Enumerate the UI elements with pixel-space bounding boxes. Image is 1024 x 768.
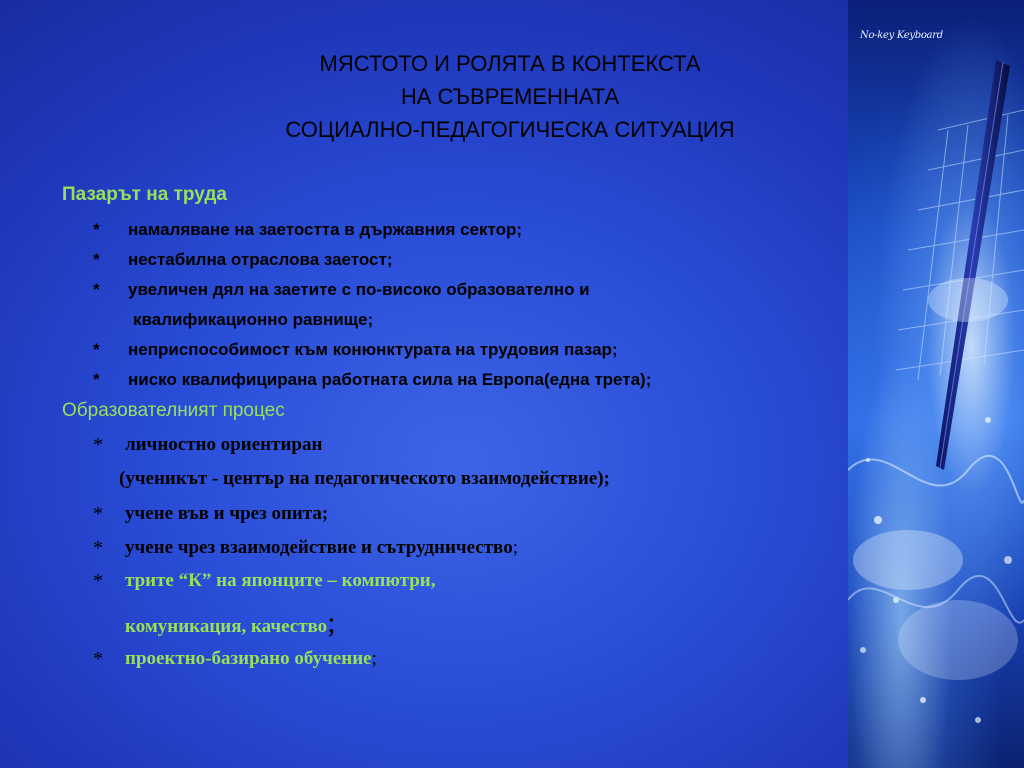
- list-item-continuation: [133, 310, 373, 330]
- list-item-text: увеличен дял на заетите с по-високо образователно и: [128, 280, 590, 299]
- photo-caption: No-key Keyboard: [860, 30, 943, 41]
- splash-illustration: [848, 0, 1024, 768]
- title-line-2: НА СЪВРЕМЕННАТА: [400, 84, 620, 109]
- list-item-text: проектно-базирано обучение: [125, 648, 372, 669]
- keyboard-water-photo: [848, 0, 1024, 768]
- water-droplets: [853, 278, 1018, 723]
- list-item-text-wrap: [125, 648, 377, 670]
- list-item-text: учене във и чрез опита;: [125, 503, 329, 524]
- list-item-text: трите “К” на японците – компютри,: [125, 570, 436, 591]
- section-heading-labor-market: Пазарът на труда: [62, 184, 227, 205]
- slide-title: [200, 47, 820, 146]
- title-line-3: СОЦИАЛНО-ПЕДАГОГИЧЕСКА СИТУАЦИЯ: [285, 117, 735, 142]
- bullet-star: *: [93, 340, 100, 359]
- list-item-punctuation: ;: [371, 648, 377, 669]
- list-item-punctuation: ;: [512, 537, 518, 558]
- list-item-text: (ученикът - център на педагогическото взаимодействие);: [119, 468, 610, 489]
- bullet-star: *: [93, 434, 103, 456]
- list-item-text: личностно ориентиран: [125, 434, 323, 455]
- list-item-punctuation: ;: [327, 606, 336, 639]
- list-item-text: комуникация, качество: [125, 616, 328, 637]
- bullet-star: *: [93, 648, 103, 670]
- list-item-continuation: [119, 468, 610, 490]
- list-item-text: квалификационно равнище;: [133, 310, 374, 329]
- title-line-1: МЯСТОТО И РОЛЯТА В КОНТЕКСТА: [319, 51, 701, 76]
- bullet-star: *: [93, 280, 100, 299]
- bullet-star: *: [93, 250, 100, 269]
- list-item-text: учене чрез взаимодействие и сътрудничество: [125, 537, 513, 558]
- bullet-star: *: [93, 370, 100, 389]
- list-item-text-wrap: [125, 537, 518, 559]
- list-item-text: нестабилна отраслова заетост;: [128, 250, 393, 269]
- list-item-text: намаляване на заетостта в държавния сектор;: [128, 220, 523, 239]
- bullet-star: *: [93, 570, 103, 592]
- list-item-text: ниско квалифицирана работната сила на Европа(една трета);: [128, 370, 652, 389]
- bullet-star: *: [93, 503, 103, 525]
- bullet-star: *: [93, 537, 103, 559]
- list-item-continuation: [125, 606, 336, 640]
- bullet-star: *: [93, 220, 100, 239]
- section-heading-education-process: Образователният процес: [62, 400, 285, 421]
- list-item-text: неприспособимост към конюнктурата на трудовия пазар;: [128, 340, 618, 359]
